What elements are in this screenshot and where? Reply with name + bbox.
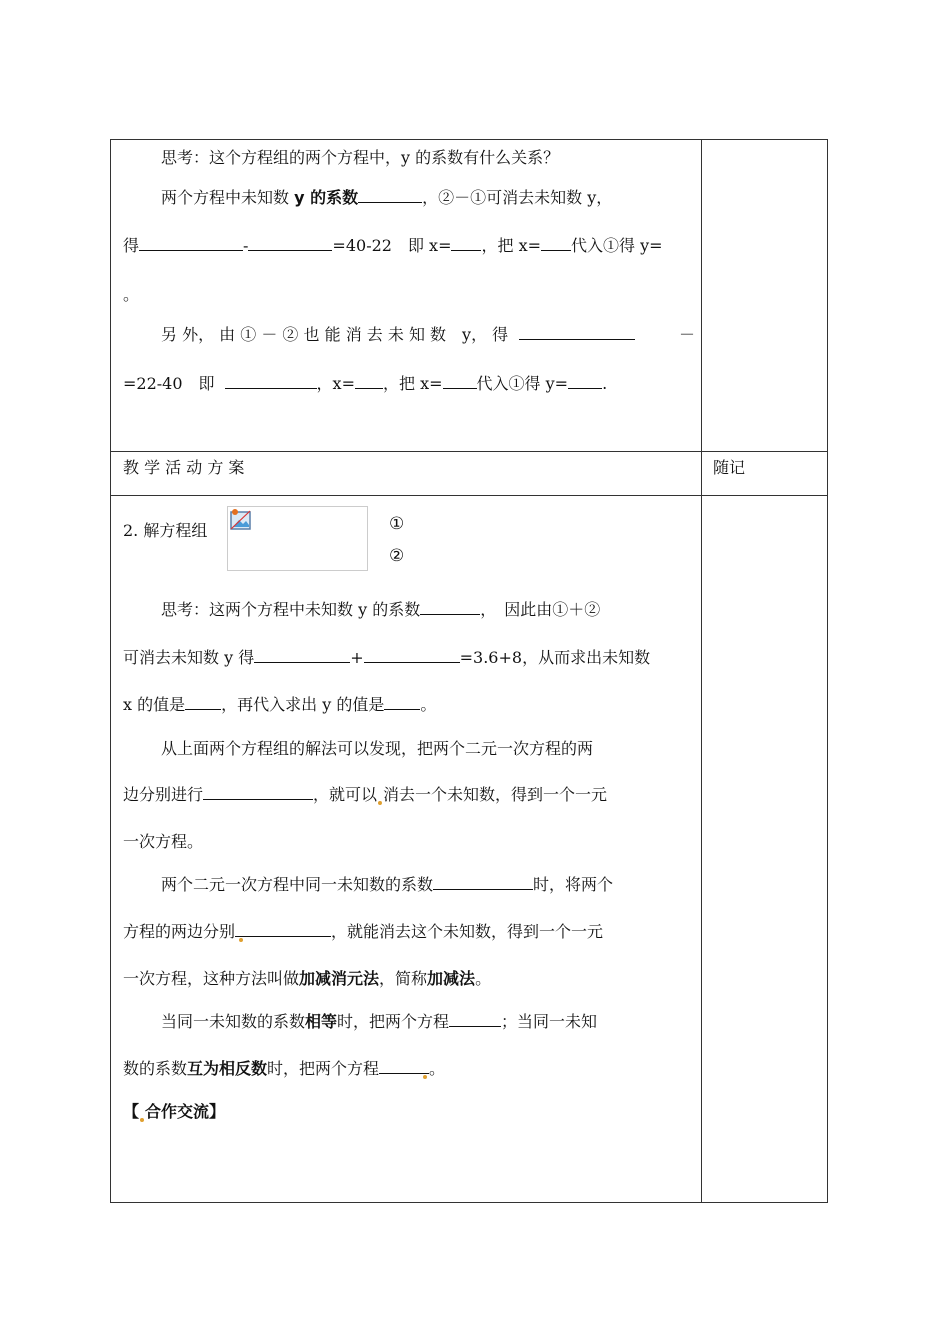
column-divider: [701, 140, 702, 1202]
rule-line-1: 当同一未知数的系数相等时，把两个方程 ；当同一未知: [161, 1012, 598, 1031]
observation-line-3: 一次方程。: [123, 832, 204, 851]
period-line: 。: [123, 285, 140, 304]
lesson-table: [110, 139, 828, 1203]
minus-sign: －: [679, 325, 696, 344]
section-header-notes: 随记: [713, 458, 746, 477]
alternative-method-line: 另 外， 由 ① － ② 也 能 消 去 未 知 数 y， 得: [161, 325, 635, 345]
row-divider-2: [111, 495, 827, 496]
problem-label: 2. 解方程组: [123, 521, 208, 540]
alternative-result-line: =22-40 即 ，x= ，把 x= 代入①得 y= .: [123, 374, 608, 393]
solution-value-line: x 的值是 ，再代入求出 y 的值是 。: [123, 695, 437, 714]
equation-marker-1: ①: [389, 514, 405, 534]
definition-line-2: 方程的两边分别 ，就能消去这个未知数，得到一个一元: [123, 922, 604, 941]
equation-image-placeholder: [227, 506, 368, 571]
definition-line-1: 两个二元一次方程中同一未知数的系数 时，将两个: [161, 875, 614, 894]
equation-marker-2: ②: [389, 546, 405, 566]
observation-line-1: 从上面两个方程组的解法可以发现，把两个二元一次方程的两: [161, 739, 594, 758]
observation-line-2: 边分别进行 ，就可以 消去一个未知数，得到一个一元: [123, 785, 608, 804]
row-divider-1: [111, 451, 827, 452]
think-question-1: 思考：这个方程组的两个方程中，y 的系数有什么关系？: [161, 148, 560, 167]
add-equation-line: 可消去未知数 y 得 + =3.6+8，从而求出未知数: [123, 648, 651, 667]
subtract-equation-line: 得 - =40-22 即 x= ，把 x= 代入①得 y=: [123, 236, 663, 255]
rule-line-2: 数的系数互为相反数时，把两个方程 。: [123, 1059, 446, 1078]
broken-image-icon: [230, 509, 252, 531]
cooperation-section-title: 【 合作交流】: [123, 1102, 226, 1121]
definition-line-3: 一次方程，这种方法叫做加减消元法，简称加减法。: [123, 969, 492, 988]
coefficient-sentence: 两个方程中未知数 y 的系数 ，②－①可消去未知数 y，: [161, 188, 613, 207]
section-header-left: 教 学 活 动 方 案: [123, 458, 245, 477]
think-question-2: 思考：这两个方程中未知数 y 的系数 ， 因此由①＋②: [161, 600, 601, 619]
